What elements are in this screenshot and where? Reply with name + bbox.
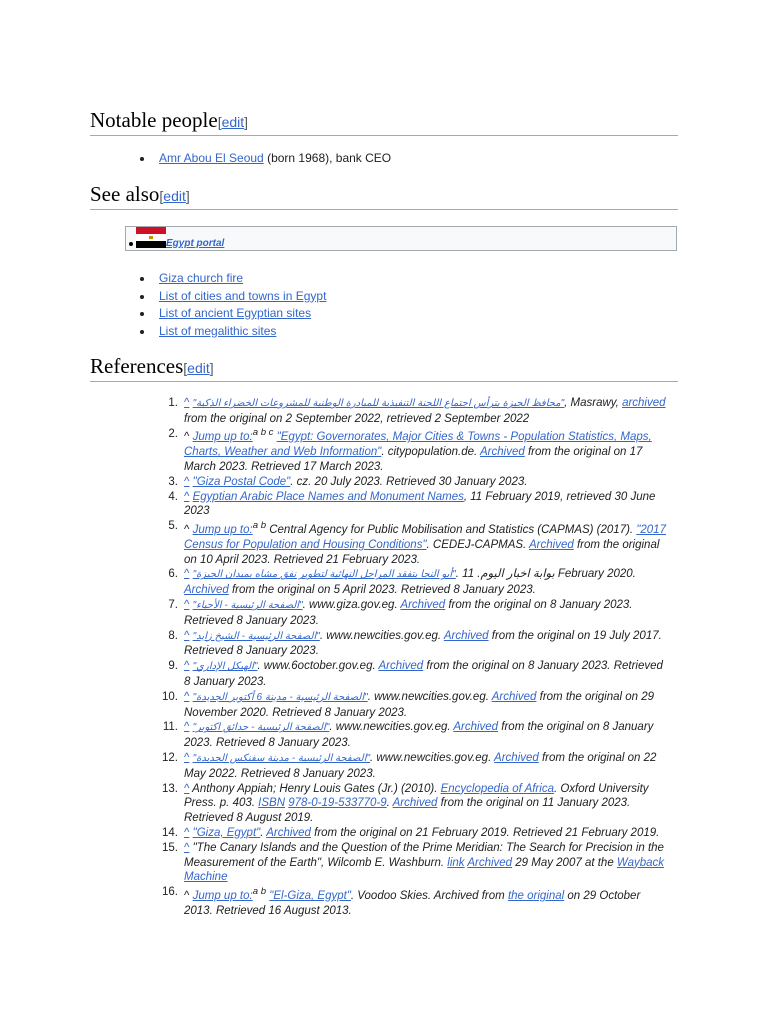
reference-link[interactable]: "أبو النجا يتفقد المراحل النهائية لتطوير نفق مشاه بميدان الجيزة" <box>192 569 456 581</box>
reference-link[interactable]: Jump up to: <box>192 431 253 444</box>
reference-link[interactable]: Jump up to: <box>192 889 253 902</box>
reference-number: 9. <box>168 660 178 673</box>
reference-item <box>90 841 670 885</box>
edit-link[interactable]: edit <box>221 114 245 130</box>
reference-number: 13. <box>162 782 178 795</box>
reference-link[interactable]: "Giza Postal Code" <box>192 475 291 488</box>
backlink-caret[interactable]: ^ <box>184 490 190 503</box>
reference-item <box>90 396 670 427</box>
reference-link[interactable]: Archived <box>443 629 489 642</box>
reference-link[interactable]: "Egypt: Governorates, Major Cities & Towns - Population Statistics, Maps, Charts, Weather and Web Information" <box>184 431 652 459</box>
reference-item <box>90 519 670 567</box>
reference-text: ^ Jump up to:$^{a b}$ "El-Giza, Egypt". Voodoo Skies. Archived from the original on 29 October 2013. Retrieved 16 August 2013. <box>184 886 641 917</box>
backlink-caret[interactable]: ^ <box>184 629 190 642</box>
backlink-caret[interactable]: ^ <box>184 841 190 854</box>
reference-text: ^ Egyptian Arabic Place Names and Monument Names, 11 February 2019, retrieved 30 June 2023 <box>184 490 656 518</box>
reference-text: ^ "Giza, Egypt". Archived from the original on 21 February 2019. Retrieved 21 February 2019. <box>184 826 660 839</box>
reference-text: ^ "أبو النجا يتفقد المراحل النهائية لتطوير نفق مشاه بميدان الجيزة". بوابة اخبار اليوم. 11 February 2020. Archived from the original on 5 April 2023. Retrieved 8 January 2023. <box>184 568 636 597</box>
see-also-link[interactable]: Giza church fire <box>159 271 244 285</box>
reference-item <box>90 598 670 629</box>
reference-item <box>90 690 670 721</box>
reference-link[interactable]: Archived <box>480 446 525 459</box>
reference-link[interactable]: the original <box>507 889 565 902</box>
reference-link[interactable]: "محافظ الجيزة يترأس اجتماع اللجنة التنفيذية للمبادرة الوطنية للمشروعات الخضراء الذكية" <box>192 398 565 409</box>
reference-number: 12. <box>162 751 178 764</box>
reference-text: ^ "الصفحة الرئيسية - الأحياء". www.giza.gov.eg. Archived from the original on 8 January 2023. Retrieved 8 January 2023. <box>184 599 633 627</box>
reference-link[interactable]: "الصفحة الرئيسية - مدينة سفنكس الجديدة" <box>192 752 371 764</box>
reference-number: 3. <box>168 475 178 488</box>
reference-text: ^ "Giza Postal Code". cz. 20 July 2023. Retrieved 30 January 2023. <box>184 475 528 488</box>
backlink-caret[interactable]: ^ <box>184 751 190 764</box>
reference-link[interactable]: "Giza, Egypt" <box>192 826 261 839</box>
reference-item <box>90 475 670 490</box>
reference-number: 6. <box>168 568 178 581</box>
list-item <box>90 150 391 168</box>
reference-link[interactable]: Archived <box>378 660 424 673</box>
heading-text: See also <box>90 182 160 206</box>
reference-link[interactable]: "الصفحة الرئيسية - حدائق اكتوبر" <box>192 722 330 734</box>
person-link[interactable]: Amr Abou El Seoud <box>159 151 264 165</box>
reference-number: 5. <box>168 520 178 533</box>
reference-item <box>90 629 670 660</box>
list-item <box>90 323 326 341</box>
list-item <box>90 288 326 306</box>
notable-people-list <box>90 150 391 168</box>
reference-item <box>90 490 670 520</box>
reference-text: ^ Jump up to:$^{a b}$ Central Agency for Public Mobilisation and Statistics (CAPMAS) (2017). "2017 Census for Population and Housing Conditions". CEDEJ-CAPMAS. Archived from the original on 10 April 2023. Retrieved 21 February 2023. <box>184 520 666 566</box>
reference-number: 1. <box>168 397 178 409</box>
reference-link[interactable]: "الصفحة الرئيسية - الأحياء" <box>192 600 303 612</box>
reference-link[interactable]: Archived <box>266 826 311 839</box>
reference-link[interactable]: "El-Giza, Egypt" <box>269 889 351 902</box>
reference-link[interactable]: Wayback Machine <box>184 856 665 884</box>
see-also-link[interactable]: List of ancient Egyptian sites <box>159 306 312 320</box>
reference-link[interactable]: "الهيكل الإداري" <box>192 661 258 673</box>
reference-item <box>90 751 670 782</box>
backlink-caret[interactable]: ^ <box>184 599 190 612</box>
backlink-caret[interactable]: ^ <box>184 826 190 839</box>
see-also-list <box>90 270 326 340</box>
reference-link[interactable]: ISBN <box>258 797 285 810</box>
person-description: (born 1968), bank CEO <box>263 151 392 165</box>
reference-link[interactable]: Archived <box>491 690 537 703</box>
reference-link[interactable]: Archived <box>467 856 513 869</box>
list-item <box>90 270 326 288</box>
heading-text: Notable people <box>90 108 218 132</box>
see-also-link[interactable]: List of cities and towns in Egypt <box>159 288 327 303</box>
reference-text: ^ "الهيكل الإداري". www.6october.gov.eg. Archived from the original on 8 January 2023. Retrieved 8 January 2023. <box>184 660 663 688</box>
reference-link[interactable]: 978-0-19-533770-9 <box>288 797 387 810</box>
reference-link[interactable]: "الصفحة الرئيسية - الشيخ زايد" <box>192 630 320 642</box>
list-item <box>90 305 326 323</box>
reference-link[interactable]: Archived <box>453 721 499 734</box>
reference-item <box>90 659 670 690</box>
backlink-caret[interactable]: ^ <box>184 690 190 703</box>
reference-link[interactable]: archived <box>622 397 666 409</box>
reference-link[interactable]: Jump up to: <box>192 524 253 537</box>
see-also-link[interactable]: List of megalithic sites <box>159 323 277 338</box>
reference-link[interactable]: "الصفحة الرئيسية - مدينة 6 أكتوبر الجديدة" <box>192 691 368 703</box>
backlink-caret[interactable]: ^ <box>184 568 190 581</box>
reference-link[interactable]: Archived <box>400 599 446 612</box>
reference-text: ^ Anthony Appiah; Henry Louis Gates (Jr.) (2010). Encyclopedia of Africa. Oxford University Press. p. 403. ISBN 978-0-19-533770-9. Archived from the original on 11 January 2023. Retrieved 8 August 2019. <box>184 782 649 825</box>
reference-text: ^ Jump up to:$^{a b c}$ "Egypt: Governorates, Major Cities & Towns - Population Statistics, Maps, Charts, Weather and Web Information". citypopulation.de. Archived from the original on 17 March 2023. Retrieved 17 March 2023. <box>184 427 652 474</box>
reference-text: ^ "الصفحة الرئيسية - الشيخ زايد". www.newcities.gov.eg. Archived from the original on 19 July 2017. Retrieved 8 January 2023. <box>184 629 662 658</box>
edit-link[interactable]: edit <box>163 188 186 204</box>
reference-text: ^ "الصفحة الرئيسية - حدائق اكتوبر". www.newcities.gov.eg. Archived from the original on 8 January 2023. Retrieved 8 January 2023. <box>184 721 654 750</box>
reference-number: 16. <box>162 886 178 899</box>
reference-item <box>90 720 670 751</box>
backlink-caret[interactable]: ^ <box>184 782 190 795</box>
backlink-caret[interactable]: ^ <box>184 397 190 409</box>
reference-number: 15. <box>162 841 178 854</box>
backlink-caret[interactable]: ^ <box>184 721 190 734</box>
reference-link[interactable]: Archived <box>529 538 574 551</box>
edit-link[interactable]: edit <box>187 360 210 376</box>
references-heading: References[edit] <box>90 354 678 382</box>
reference-link[interactable]: Encyclopedia of Africa <box>440 782 554 795</box>
backlink-caret[interactable]: ^ <box>184 475 190 488</box>
reference-text: ^ "الصفحة الرئيسية - مدينة 6 أكتوبر الجديدة". www.newcities.gov.eg. Archived from the original on 29 November 2020. Retrieved 8 January 2023. <box>184 690 655 719</box>
heading-text: References <box>90 354 184 378</box>
reference-text: ^ "الصفحة الرئيسية - مدينة سفنكس الجديدة". www.newcities.gov.eg. Archived from the original on 22 May 2022. Retrieved 8 January 2023. <box>184 751 657 780</box>
reference-item <box>90 782 670 826</box>
reference-item <box>90 427 670 475</box>
reference-number: 2. <box>168 427 178 440</box>
reference-item <box>90 826 670 841</box>
reference-number: 8. <box>168 629 178 642</box>
backlink-caret[interactable]: ^ <box>184 660 190 673</box>
bullet-icon <box>129 242 133 246</box>
reference-text: ^ "محافظ الجيزة يترأس اجتماع اللجنة التنفيذية للمبادرة الوطنية للمشروعات الخضراء الذكية", Masrawy, archived from the original on 2 September 2022, retrieved 2 September 2022 <box>184 397 666 425</box>
reference-link[interactable]: Archived <box>392 797 438 810</box>
reference-link[interactable]: Egyptian Arabic Place Names and Monument Names <box>192 490 464 503</box>
references-list <box>90 396 670 919</box>
reference-number: 14. <box>162 826 178 839</box>
egypt-portal-link[interactable]: Egypt portal <box>166 238 225 249</box>
reference-link[interactable]: Archived <box>184 584 229 597</box>
egypt-flag-icon <box>136 227 166 248</box>
reference-item <box>90 567 670 598</box>
see-also-heading: See also[edit] <box>90 182 678 210</box>
notable-people-heading: Notable people[edit] <box>90 108 678 136</box>
egypt-portal-box[interactable] <box>125 226 677 251</box>
reference-number: 10. <box>162 690 178 703</box>
reference-link[interactable]: "2017 Census for Population and Housing Conditions" <box>184 524 666 551</box>
reference-number: 11. <box>162 721 178 734</box>
reference-number: 7. <box>168 599 178 612</box>
reference-link[interactable]: Archived <box>494 751 539 764</box>
reference-link[interactable]: link <box>447 856 465 869</box>
reference-number: 4. <box>168 490 178 503</box>
reference-item <box>90 885 670 918</box>
reference-text: ^ "The Canary Islands and the Question of the Prime Meridian: The Search for Precision in the Measurement of the Earth", Wilcomb E. Washburn. link Archived 29 May 2007 at the Wayback Machine <box>184 841 665 884</box>
